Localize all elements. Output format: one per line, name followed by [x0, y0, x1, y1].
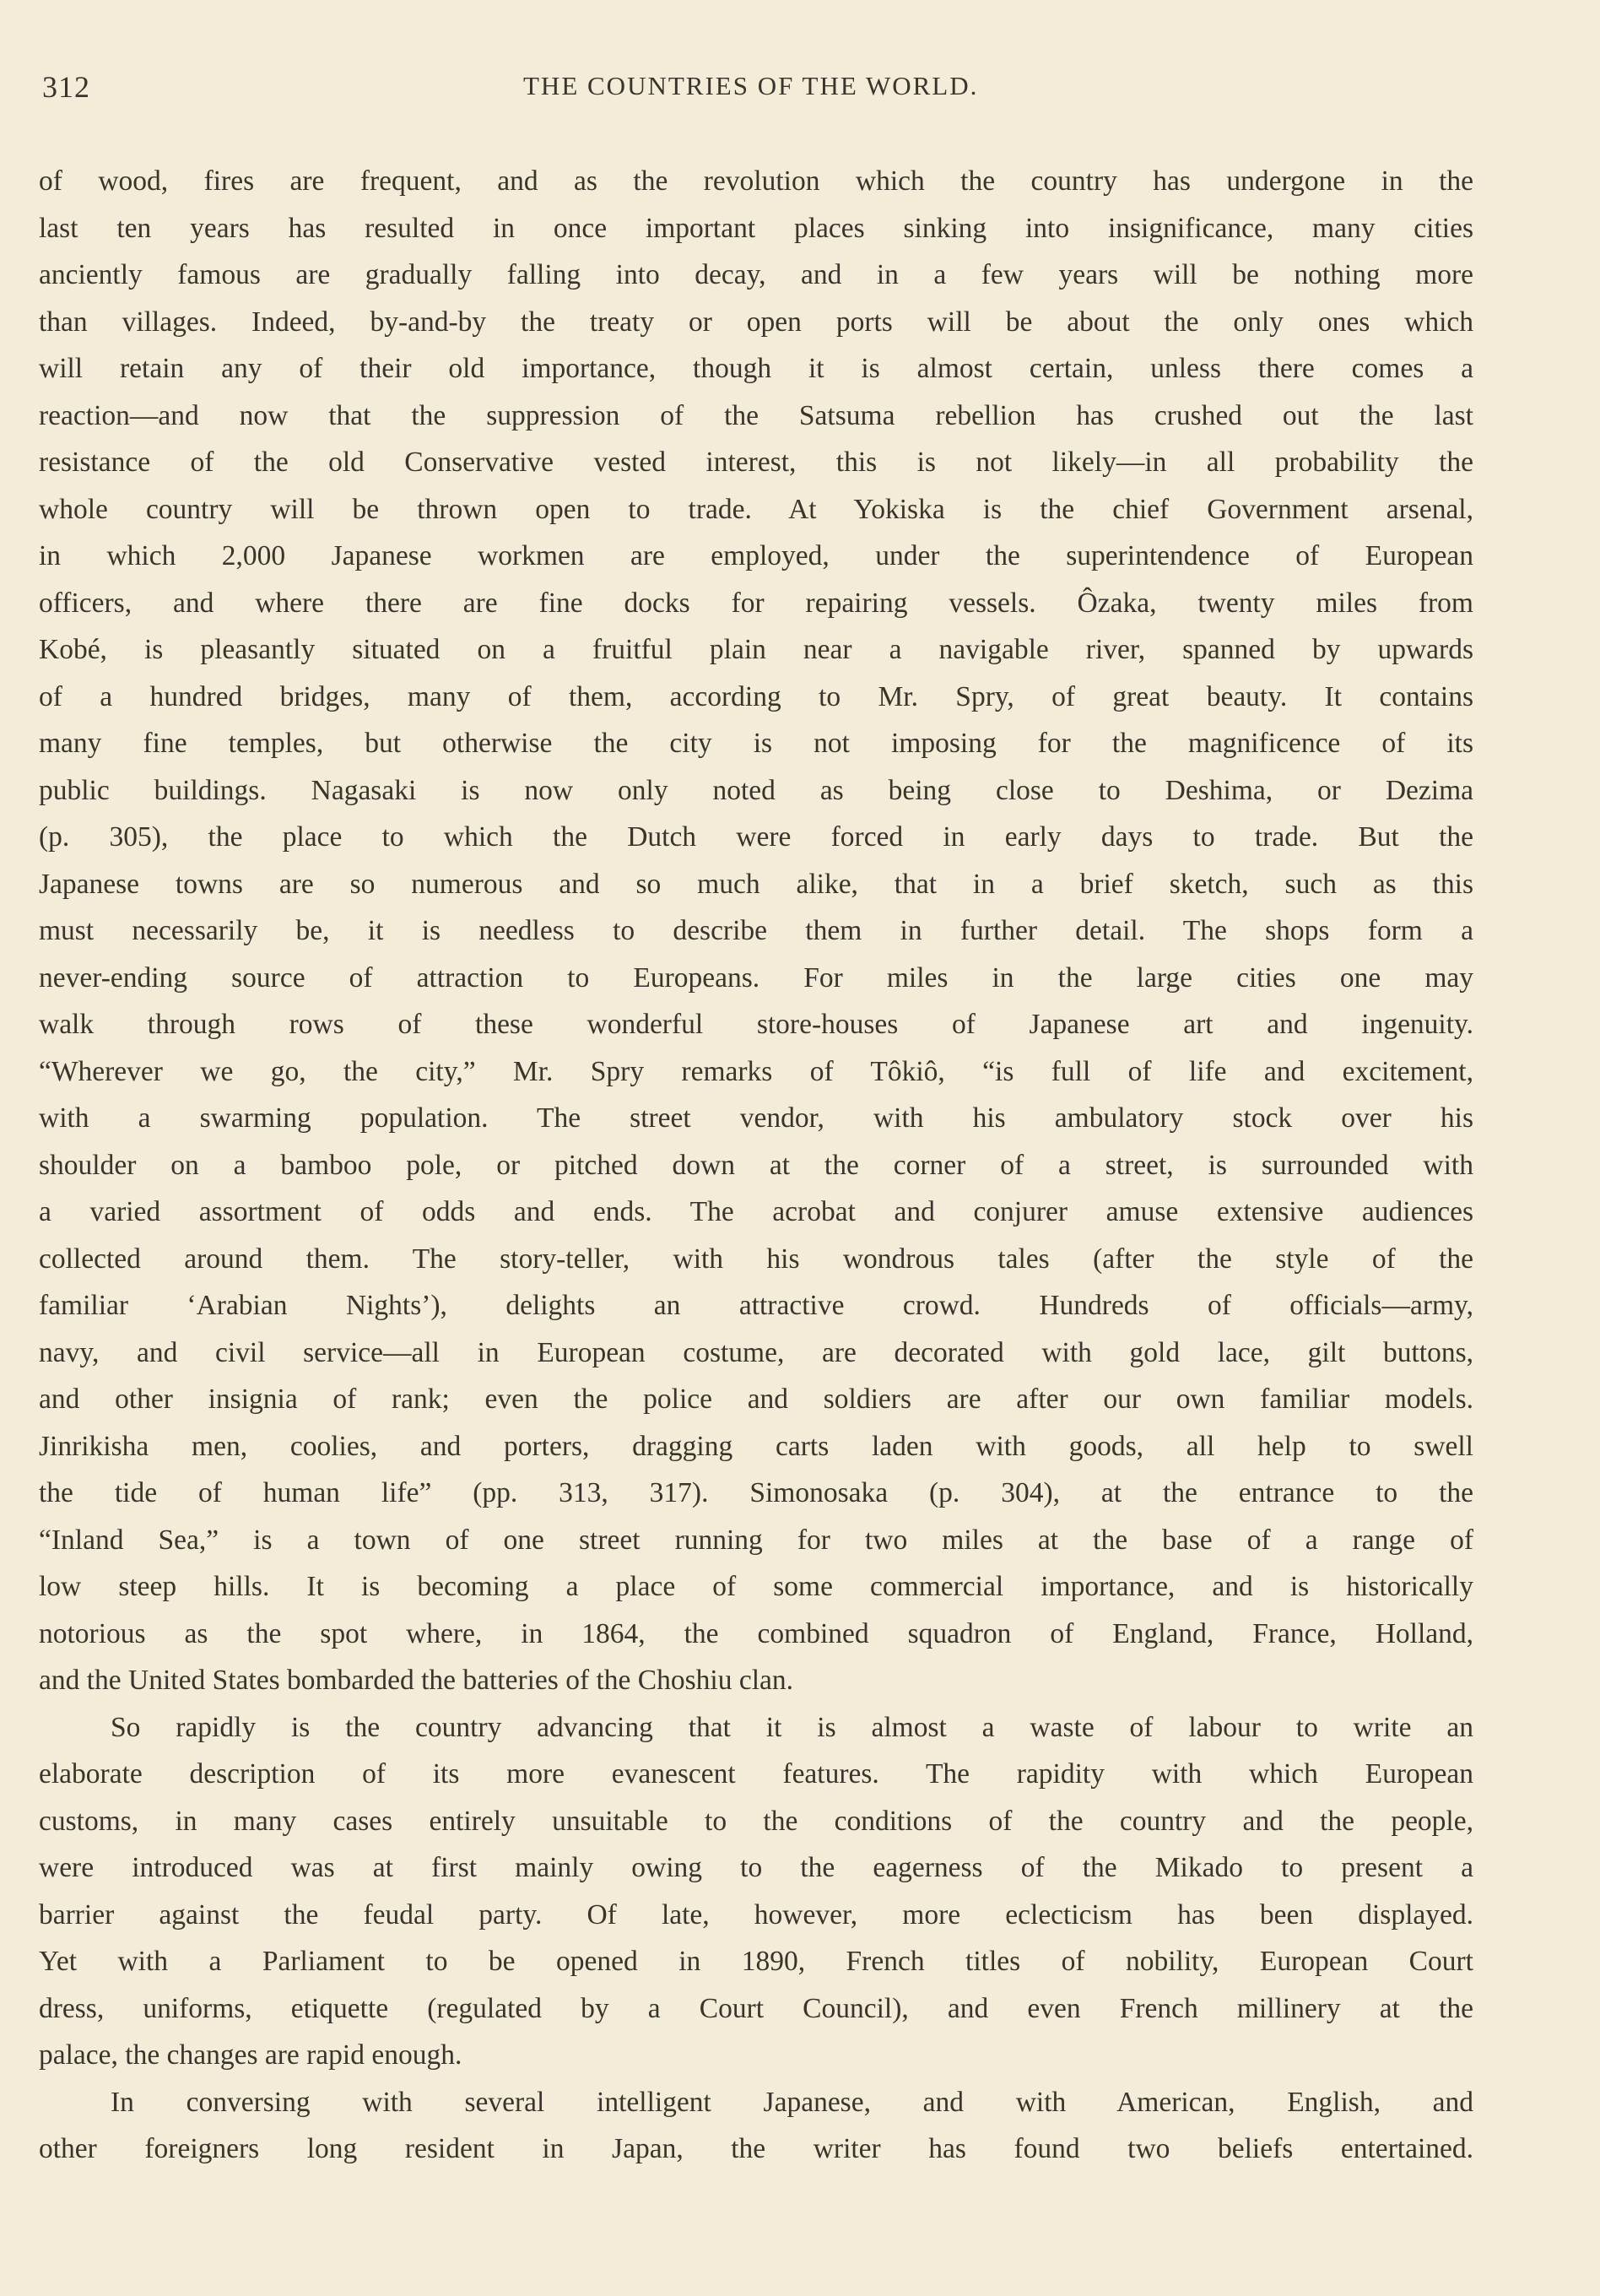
text-line: “Wherever we go, the city,” Mr. Spry remarks of Tôkiô, “is full of life and excitement, [39, 1055, 1473, 1087]
text-line: shoulder on a bamboo pole, or pitched down at the corner of a street, is surrounded with [39, 1149, 1473, 1181]
text-line: collected around them. The story-teller, with his wondrous tales (after the style of the [39, 1243, 1473, 1275]
text-line: Jinrikisha men, coolies, and porters, dragging carts laden with goods, all help to swell [39, 1430, 1473, 1462]
text-line: never-ending source of attraction to Europeans. For miles in the large cities one may [39, 961, 1473, 994]
text-line: customs, in many cases entirely unsuitable to the conditions of the country and the people, [39, 1805, 1473, 1837]
text-line: last ten years has resulted in once important places sinking into insignificance, many cities [39, 212, 1473, 244]
text-line: and other insignia of rank; even the police and soldiers are after our own familiar models. [39, 1384, 1473, 1415]
text-line: elaborate description of its more evanescent features. The rapidity with which European [39, 1758, 1473, 1790]
text-line: barrier against the feudal party. Of late, however, more eclecticism has been displayed. [39, 1898, 1473, 1930]
paragraph [39, 158, 1473, 1704]
page-header [42, 69, 1549, 111]
paragraph [39, 2079, 1473, 2173]
text-line: of a hundred bridges, many of them, according to Mr. Spry, of great beauty. It contains [39, 680, 1473, 712]
text-line: whole country will be thrown open to trade. At Yokiska is the chief Government arsenal, [39, 493, 1473, 525]
text-line: will retain any of their old importance, though it is almost certain, unless there comes a [39, 353, 1473, 384]
text-line: (p. 305), the place to which the Dutch were forced in early days to trade. But the [39, 821, 1473, 853]
text-line: resistance of the old Conservative vested interest, this is not likely—in all probability the [39, 447, 1473, 478]
text-line: officers, and where there are fine docks for repairing vessels. Ôzaka, twenty miles from [39, 587, 1473, 619]
running-head: THE COUNTRIES OF THE WORLD. [523, 71, 979, 100]
text-line: and the United States bombarded the batteries of the Choshiu clan. [39, 1665, 794, 1696]
body-text [39, 158, 1473, 2173]
text-line: walk through rows of these wonderful store-houses of Japanese art and ingenuity. [39, 1009, 1473, 1040]
text-line: familiar ‘Arabian Nights’), delights an attractive crowd. Hundreds of officials—army, [39, 1290, 1473, 1321]
text-line: were introduced was at first mainly owing to the eagerness of the Mikado to present a [39, 1852, 1473, 1883]
text-line: a varied assortment of odds and ends. The acrobat and conjurer amuse extensive audiences [39, 1196, 1473, 1227]
text-line: dress, uniforms, etiquette (regulated by a Court Council), and even French millinery at the [39, 1992, 1473, 2024]
text-line: Kobé, is pleasantly situated on a fruitful plain near a navigable river, spanned by upwards [39, 634, 1473, 665]
text-line: the tide of human life” (pp. 313, 317). Simonosaka (p. 304), at the entrance to the [39, 1477, 1473, 1508]
paragraph [39, 1704, 1473, 2079]
text-line: of wood, fires are frequent, and as the revolution which the country has undergone in the [39, 165, 1473, 197]
text-line: other foreigners long resident in Japan, the writer has found two beliefs entertained. [39, 2133, 1473, 2164]
text-line: notorious as the spot where, in 1864, the combined squadron of England, France, Holland, [39, 1617, 1473, 1649]
text-line: navy, and civil service—all in European costume, are decorated with gold lace, gilt buttons, [39, 1336, 1473, 1368]
text-line: Yet with a Parliament to be opened in 1890, French titles of nobility, European Court [39, 1946, 1473, 1977]
text-line: So rapidly is the country advancing that it is almost a waste of labour to write an [111, 1711, 1473, 1743]
text-line: low steep hills. It is becoming a place of some commercial importance, and is historically [39, 1571, 1473, 1602]
text-line: “Inland Sea,” is a town of one street running for two miles at the base of a range of [39, 1524, 1473, 1556]
text-line: Japanese towns are so numerous and so much alike, that in a brief sketch, such as this [39, 868, 1473, 900]
text-line: with a swarming population. The street vendor, with his ambulatory stock over his [39, 1102, 1473, 1134]
text-line: In conversing with several intelligent Japanese, and with American, English, and [111, 2086, 1473, 2118]
text-line: many fine temples, but otherwise the city is not imposing for the magnificence of its [39, 728, 1473, 759]
text-line: anciently famous are gradually falling into decay, and in a few years will be nothing more [39, 259, 1473, 290]
text-line: reaction—and now that the suppression of the Satsuma rebellion has crushed out the last [39, 399, 1473, 431]
text-line: palace, the changes are rapid enough. [39, 2039, 462, 2071]
page-number: 312 [42, 70, 90, 104]
text-line: public buildings. Nagasaki is now only noted as being close to Deshima, or Dezima [39, 774, 1473, 806]
text-line: must necessarily be, it is needless to describe them in further detail. The shops form a [39, 915, 1473, 946]
text-line: than villages. Indeed, by-and-by the treaty or open ports will be about the only ones which [39, 306, 1473, 338]
text-line: in which 2,000 Japanese workmen are employed, under the superintendence of European [39, 540, 1473, 571]
